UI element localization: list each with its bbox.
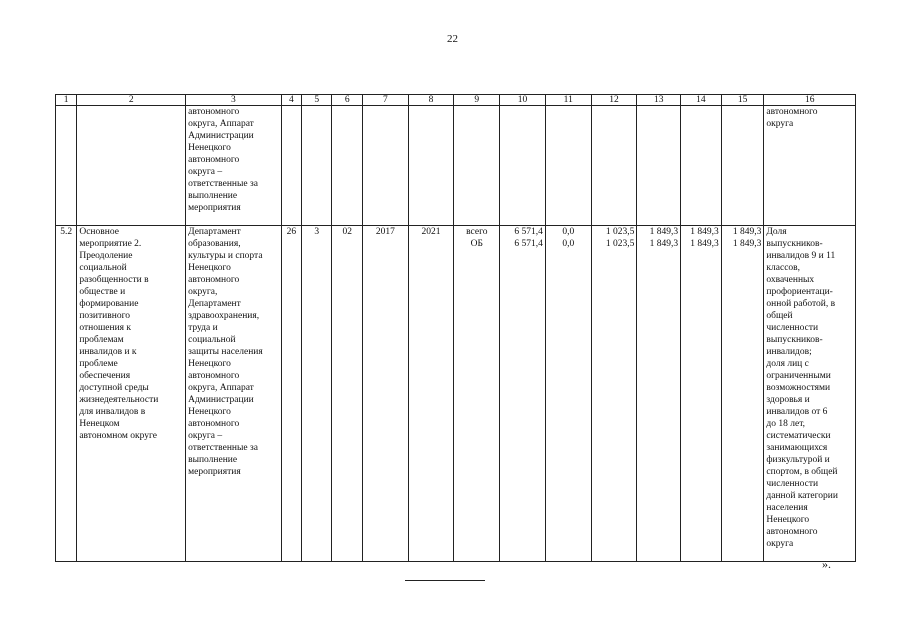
program-table: [55, 94, 856, 562]
amount-total: 1 849,3: [732, 227, 762, 237]
header-cell: 1: [56, 95, 77, 106]
funding-source-ob: ОБ: [470, 239, 483, 249]
header-cell: 10: [500, 95, 546, 106]
table-cell: [591, 106, 637, 226]
header-cell: 15: [721, 95, 764, 106]
header-cell: 8: [408, 95, 454, 106]
amount-cell: [545, 226, 591, 562]
amount-cell: [721, 226, 764, 562]
amount-total: 1 849,3: [690, 227, 719, 237]
indicators-cell: Доля выпускников- инвалидов 9 и 11 классов, охваченных профориентаци- онной работой, в общей численности выпускников- инвалидов; доля лиц с ограниченными возможностями здоровья и инвалидов от 6 до 18 лет, систематически занимающихся физкультурой и спортом, в общей численности данной категории населения Ненецкого автономного округа: [764, 226, 856, 562]
amount-ob: 1 849,3: [732, 239, 762, 249]
table-cell: [681, 106, 722, 226]
amount-ob: 0,0: [562, 239, 575, 249]
footnote-divider: [405, 580, 485, 581]
amount-ob: 1 849,3: [690, 239, 719, 249]
code-cell: 3: [301, 226, 331, 562]
page-number: 22: [447, 33, 458, 45]
header-row: [56, 95, 856, 106]
table-cell: [637, 106, 681, 226]
amount-cell: [681, 226, 722, 562]
code-cell: 26: [281, 226, 301, 562]
amount-total: 6 571,4: [514, 227, 543, 237]
amount-cell: [500, 226, 546, 562]
table-cell: [454, 106, 500, 226]
header-cell: 12: [591, 95, 637, 106]
start-year-cell: 2017: [362, 226, 408, 562]
table-cell: [301, 106, 331, 226]
funding-source-total: всего: [466, 227, 488, 237]
header-cell: 14: [681, 95, 722, 106]
row-number-cell: 5.2: [56, 226, 77, 562]
amount-ob: 1 023,5: [605, 239, 635, 249]
header-cell: 3: [186, 95, 282, 106]
executor-cell: Департамент образования, культуры и спорта Ненецкого автономного округа, Департамент здравоохранения, труда и социальной защиты населения Ненецкого автономного округа, Аппарат Администрации Ненецкого автономного округа – ответственные за выполнение мероприятия: [186, 226, 282, 562]
header-cell: 11: [545, 95, 591, 106]
header-cell: 13: [637, 95, 681, 106]
header-cell: 6: [332, 95, 362, 106]
header-cell: 4: [281, 95, 301, 106]
amount-total: 1 849,3: [649, 227, 679, 237]
header-cell: 2: [77, 95, 186, 106]
amount-ob: 6 571,4: [514, 239, 543, 249]
table-row: [56, 106, 856, 226]
table-cell: [332, 106, 362, 226]
table-cell: [545, 106, 591, 226]
continuation-indicator-cell: автономного округа: [764, 106, 856, 226]
table-cell: [281, 106, 301, 226]
table-cell: [721, 106, 764, 226]
amount-cell: [637, 226, 681, 562]
header-cell: 16: [764, 95, 856, 106]
amount-total: 1 023,5: [605, 227, 635, 237]
header-cell: 5: [301, 95, 331, 106]
table-row: [56, 226, 856, 562]
table-cell: [56, 106, 77, 226]
table-cell: [408, 106, 454, 226]
amount-ob: 1 849,3: [649, 239, 679, 249]
code-cell: 02: [332, 226, 362, 562]
amount-total: 0,0: [562, 227, 575, 237]
header-cell: 9: [454, 95, 500, 106]
closing-quote-mark: ».: [822, 557, 831, 571]
end-year-cell: 2021: [408, 226, 454, 562]
funding-source-cell: [454, 226, 500, 562]
measure-name-cell: Основное мероприятие 2. Преодоление социальной разобщенности в обществе и формирование позитивного отношения к проблемам инвалидов и к проблеме обеспечения доступной среды жизнедеятельности для инвалидов в Ненецком автономном округе: [77, 226, 186, 562]
amount-cell: [591, 226, 637, 562]
header-cell: 7: [362, 95, 408, 106]
continuation-executor-cell: автономного округа, Аппарат Администрации Ненецкого автономного округа – ответственные за выполнение мероприятия: [186, 106, 282, 226]
table-cell: [362, 106, 408, 226]
table-cell: [500, 106, 546, 226]
table-cell: [77, 106, 186, 226]
